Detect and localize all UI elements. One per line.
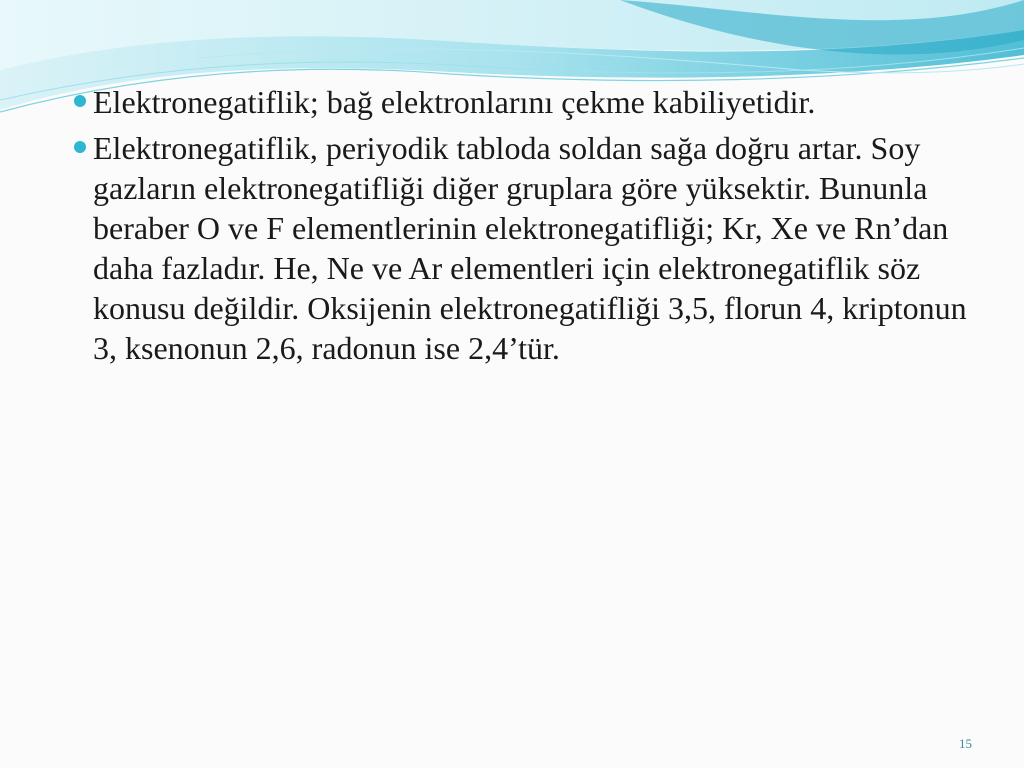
bullet-dot-icon — [74, 141, 86, 153]
slide-number: 15 — [959, 736, 972, 751]
bullet-dot-icon — [74, 95, 86, 107]
bullet-list — [70, 82, 970, 374]
bullet-item-1 — [70, 82, 970, 122]
bullet-text-1: Elektronegatiflik; bağ elektronlarını çekme kabiliyetidir. — [93, 84, 816, 120]
bullet-item-2 — [70, 128, 970, 368]
bullet-text-2: Elektronegatiflik, periyodik tabloda soldan sağa doğru artar. Soy gazların elektronegatifliği diğer gruplara göre yüksektir. Bununla beraber O ve F elementlerinin elektronegatifliği; Kr, Xe ve Rn’dan daha fazladır. He, Ne ve Ar elementleri için elektronegatiflik söz konusu değildir. Oksijenin elektronegatifliği 3,5, florun 4, kriptonun 3, ksenonun 2,6, radonun ise 2,4’tür. — [93, 130, 967, 366]
